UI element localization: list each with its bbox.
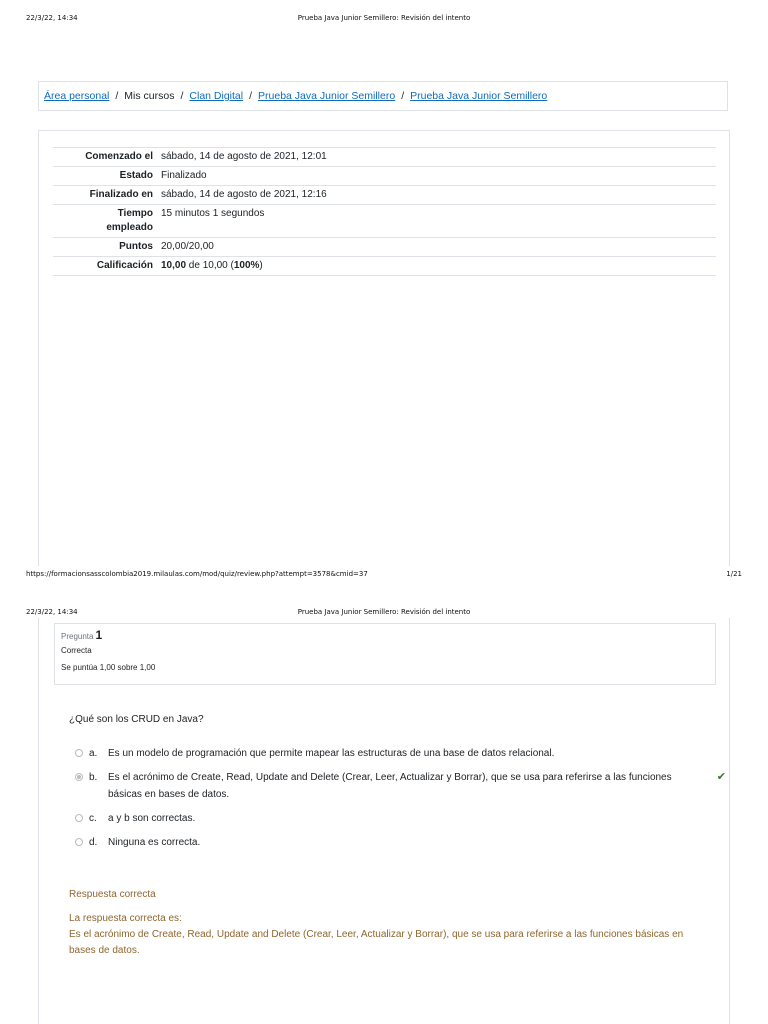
summary-row-grade — [53, 257, 716, 276]
print-title: Prueba Java Junior Semillero: Revisión del intento — [297, 14, 471, 22]
breadcrumb-separator: / — [249, 90, 253, 102]
answer-option-b[interactable] — [75, 769, 726, 803]
feedback-title: Respuesta correcta — [69, 889, 156, 900]
answer-letter: c. — [89, 813, 97, 824]
print-url: https://formacionsasscolombia2019.milaulas.com/mod/quiz/review.php?attempt=3578&cmid=37 — [26, 570, 368, 578]
points-value: 20,00/20,00 — [157, 238, 716, 257]
grade-label: Calificación — [53, 257, 157, 276]
print-title: Prueba Java Junior Semillero: Revisión del intento — [297, 608, 471, 616]
print-date: 22/3/22, 14:34 — [26, 608, 78, 616]
question-mark: Se puntúa 1,00 sobre 1,00 — [61, 663, 156, 672]
answer-letter: d. — [89, 837, 98, 848]
grade-percent: 100% — [233, 260, 260, 271]
summary-row-finished — [53, 186, 716, 205]
state-label: Estado — [53, 167, 157, 186]
breadcrumb-link-course[interactable]: Prueba Java Junior Semillero — [258, 90, 396, 102]
breadcrumb-link-clan-digital[interactable]: Clan Digital — [189, 90, 244, 102]
print-page-number: 1/21 — [726, 570, 742, 578]
finished-label: Finalizado en — [53, 186, 157, 205]
feedback-intro: La respuesta correcta es: — [69, 913, 182, 924]
breadcrumb-link-area-personal[interactable]: Área personal — [44, 90, 110, 102]
grade-value — [157, 257, 716, 276]
answer-text: Es el acrónimo de Create, Read, Update and Delete (Crear, Leer, Actualizar y Borrar), que se usa para referirse a las funciones básicas en bases de datos. — [108, 772, 672, 800]
summary-row-points — [53, 238, 716, 257]
started-value: sábado, 14 de agosto de 2021, 12:01 — [157, 148, 716, 167]
grade-score: 10,00 — [161, 260, 187, 271]
answer-letter: b. — [89, 772, 98, 783]
answer-letter: a. — [89, 748, 98, 759]
attempt-summary-table — [53, 147, 716, 276]
radio-button-selected[interactable] — [75, 773, 83, 781]
grade-end: ) — [259, 260, 263, 271]
answer-option-d[interactable] — [75, 834, 705, 851]
question-number: 1 — [95, 628, 103, 642]
print-date: 22/3/22, 14:34 — [26, 14, 78, 22]
answer-list — [75, 745, 726, 858]
question-text: ¿Qué son los CRUD en Java? — [69, 714, 204, 725]
breadcrumb-item-mis-cursos: Mis cursos — [124, 90, 175, 102]
state-value: Finalizado — [157, 167, 716, 186]
radio-button[interactable] — [75, 814, 83, 822]
question-prefix: Pregunta — [61, 632, 94, 641]
question-info — [54, 623, 716, 685]
time-label — [53, 205, 157, 238]
finished-value: sábado, 14 de agosto de 2021, 12:16 — [157, 186, 716, 205]
radio-button[interactable] — [75, 838, 83, 846]
breadcrumb — [38, 81, 728, 111]
radio-button[interactable] — [75, 749, 83, 757]
breadcrumb-link-quiz[interactable]: Prueba Java Junior Semillero — [410, 90, 548, 102]
correct-check-icon: ✔ — [716, 771, 726, 783]
feedback-answer: Es el acrónimo de Create, Read, Update and Delete (Crear, Leer, Actualizar y Borrar), que se usa para referirse a las funciones básicas en bases de datos. — [69, 929, 684, 956]
time-label-line1: Tiempo — [117, 208, 153, 219]
points-label: Puntos — [53, 238, 157, 257]
breadcrumb-separator: / — [180, 90, 184, 102]
summary-row-state — [53, 167, 716, 186]
summary-row-started — [53, 148, 716, 167]
answer-option-a[interactable] — [75, 745, 705, 762]
summary-row-time — [53, 205, 716, 238]
answer-option-c[interactable] — [75, 810, 705, 827]
time-value: 15 minutos 1 segundos — [157, 205, 716, 238]
feedback-box — [69, 887, 709, 959]
started-label: Comenzado el — [53, 148, 157, 167]
answer-text: Es un modelo de programación que permite mapear las estructuras de una base de datos relacional. — [108, 748, 555, 759]
time-label-line2: empleado — [106, 222, 153, 233]
attempt-summary-card — [38, 130, 730, 566]
breadcrumb-separator: / — [115, 90, 119, 102]
question-number-row — [61, 628, 709, 642]
grade-mid: de 10,00 ( — [186, 260, 234, 271]
question-card — [38, 618, 730, 1024]
breadcrumb-separator: / — [401, 90, 405, 102]
answer-text: Ninguna es correcta. — [108, 837, 201, 848]
answer-text: a y b son correctas. — [108, 813, 196, 824]
question-state: Correcta — [61, 646, 92, 655]
